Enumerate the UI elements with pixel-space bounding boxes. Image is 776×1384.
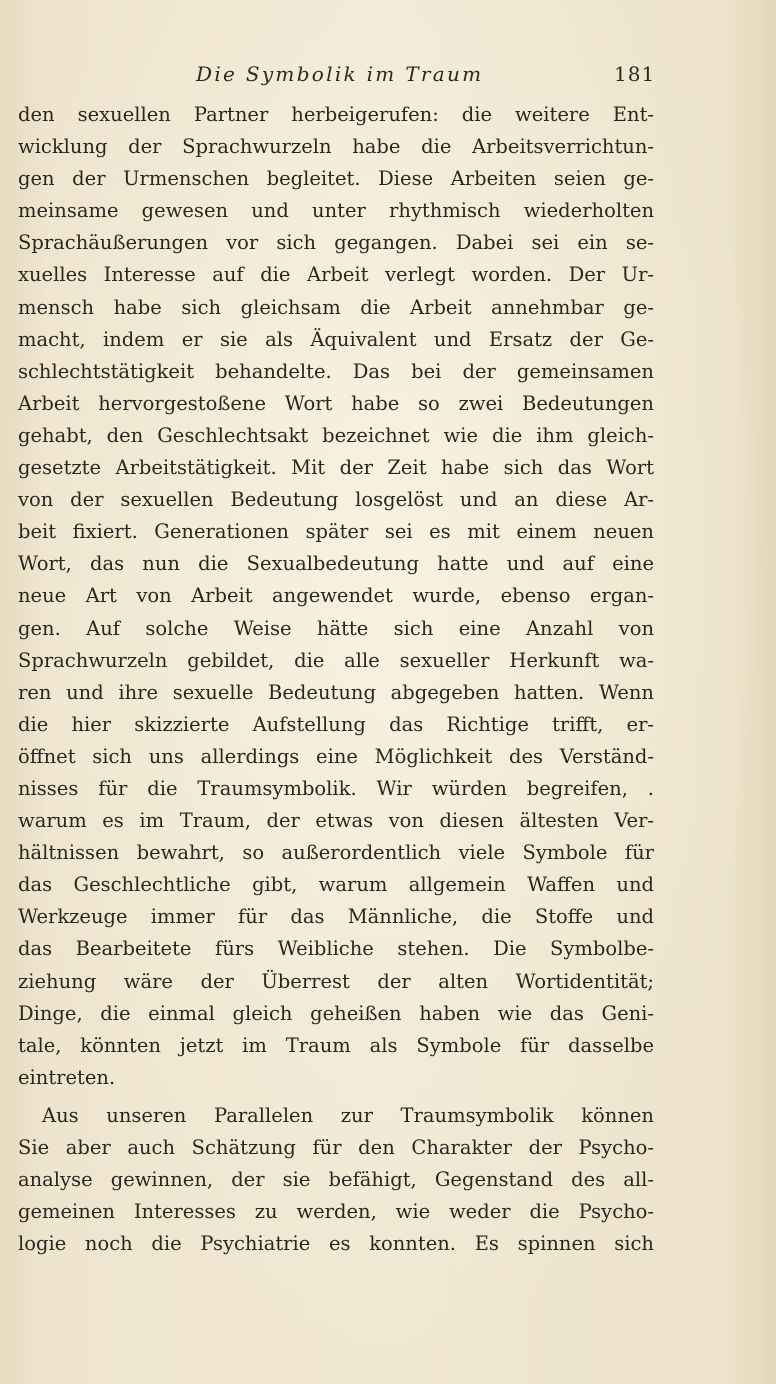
text-line: Werkzeuge immer für das Männliche, die Stoffe und [18, 905, 654, 929]
text-line: eintreten. [18, 1065, 116, 1089]
text-line: macht, indem er sie als Äquivalent und Ersatz der Ge- [18, 327, 654, 351]
text-line: die hier skizzierte Aufstellung das Richtige trifft, er- [18, 712, 654, 736]
text-line: xuelles Interesse auf die Arbeit verlegt worden. Der Ur- [18, 263, 654, 287]
text-line: ren und ihre sexuelle Bedeutung abgegeben hatten. Wenn [18, 680, 654, 704]
paragraph-1 [18, 99, 654, 1094]
text-line: von der sexuellen Bedeutung losgelöst und an diese Ar- [18, 488, 654, 512]
text-line: das Geschlechtliche gibt, warum allgemein Waffen und [18, 873, 654, 897]
text-line: gehabt, den Geschlechtsakt bezeichnet wie die ihm gleich- [18, 423, 654, 447]
text-line: wicklung der Sprachwurzeln habe die Arbeitsverrichtun- [18, 135, 654, 159]
text-line: beit fixiert. Generationen später sei es mit einem neuen [18, 520, 654, 544]
running-title: Die Symbolik im Traum [196, 62, 484, 86]
text-line: schlechtstätigkeit behandelte. Das bei der gemeinsamen [18, 359, 654, 383]
page-header [0, 62, 776, 90]
text-line: logie noch die Psychiatrie es konnten. Es spinnen sich [18, 1232, 654, 1256]
text-line: Aus unseren Parallelen zur Traumsymbolik können [42, 1103, 654, 1127]
text-line: neue Art von Arbeit angewendet wurde, ebenso ergan- [18, 584, 654, 608]
text-line: ziehung wäre der Überrest der alten Wortidentität; [18, 969, 654, 993]
text-line: den sexuellen Partner herbeigerufen: die weitere Ent- [18, 103, 654, 126]
text-line: das Bearbeitete fürs Weibliche stehen. Die Symbolbe- [18, 937, 654, 961]
text-line: gemeinen Interesses zu werden, wie weder die Psycho- [18, 1200, 654, 1224]
text-line: analyse gewinnen, der sie befähigt, Gegenstand des all- [18, 1168, 654, 1192]
text-line: Arbeit hervorgestoßene Wort habe so zwei Bedeutungen [18, 391, 654, 415]
text-line: Sprachwurzeln gebildet, die alle sexueller Herkunft wa- [18, 648, 654, 672]
text-line: gesetzte Arbeitstätigkeit. Mit der Zeit habe sich das Wort [18, 456, 654, 480]
page-number: 181 [614, 62, 656, 86]
text-line: mensch habe sich gleichsam die Arbeit annehmbar ge- [18, 295, 654, 319]
text-line: hältnissen bewahrt, so außerordentlich viele Symbole für [18, 841, 654, 865]
paragraph-2 [18, 1100, 654, 1260]
text-line: nisses für die Traumsymbolik. Wir würden begreifen, . [18, 776, 654, 800]
text-line: tale, könnten jetzt im Traum als Symbole für dasselbe [18, 1033, 654, 1057]
text-line: warum es im Traum, der etwas von diesen ältesten Ver- [18, 809, 654, 833]
text-line: Wort, das nun die Sexualbedeutung hatte und auf eine [18, 552, 654, 576]
text-line: meinsame gewesen und unter rhythmisch wiederholten [18, 199, 654, 223]
text-line: gen der Urmenschen begleitet. Diese Arbeiten seien ge- [18, 167, 654, 191]
text-line: Sprachäußerungen vor sich gegangen. Dabei sei ein se- [18, 231, 654, 255]
text-line: Sie aber auch Schätzung für den Charakter der Psycho- [18, 1136, 654, 1159]
text-line: öffnet sich uns allerdings eine Möglichkeit des Verständ- [18, 744, 654, 768]
text-line: Dinge, die einmal gleich geheißen haben wie das Geni- [18, 1001, 654, 1025]
text-line: gen. Auf solche Weise hätte sich eine Anzahl von [18, 616, 654, 640]
body-text [18, 99, 654, 1260]
